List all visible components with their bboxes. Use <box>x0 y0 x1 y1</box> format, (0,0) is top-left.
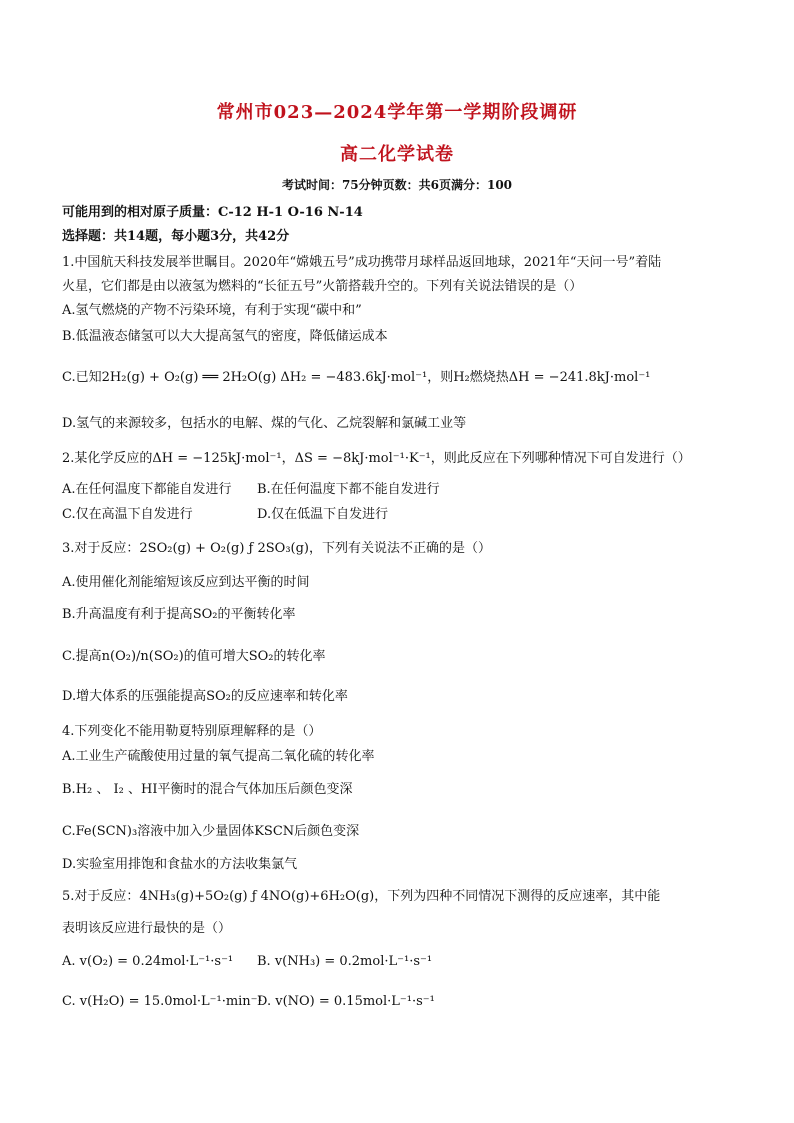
q5-option-d: D. v(NO) = 0.15mol·L⁻¹·s⁻¹ <box>257 994 435 1009</box>
q5-prefix: 5.对于反应： <box>62 889 140 904</box>
q3-option-c <box>62 645 742 664</box>
q3-d-post: 的反应速率和转化率 <box>230 689 348 704</box>
q3-suffix: ，下列有关说法不正确的是（） <box>309 541 492 556</box>
exam-info: 考试时间：75分钟页数：共6页满分：100 <box>281 178 513 192</box>
q5-options-ab <box>62 954 742 969</box>
q1-option-c <box>62 366 742 385</box>
q1-c-h2: H₂ <box>453 370 470 385</box>
q2-prefix: 2.某化学反应的 <box>62 451 153 466</box>
q3-b-so2: SO₂ <box>192 607 218 622</box>
q3-c-pre: C.提高 <box>62 649 102 664</box>
q3-option-b <box>62 603 742 622</box>
q3-c-mid: 的值可增大 <box>183 649 249 664</box>
q3-c-ratio: n(O₂)/n(SO₂) <box>101 649 184 664</box>
q3-b-post: 的平衡转化率 <box>217 607 296 622</box>
section-heading: 选择题：共14题，每小题3分，共42分 <box>62 229 290 244</box>
q5-equation: 4NH₃(g)+5O₂(g) ƒ 4NO(g)+6H₂O(g) <box>139 889 375 904</box>
q4-b-post: HI平衡时的混合气体加压后颜色变深 <box>140 782 353 797</box>
q1-option-d: D.氢气的来源较多，包括水的电解、煤的气化、乙烷裂解和氯碱工业等 <box>62 416 467 431</box>
q3-d-pre: D.增大体系的压强能提高 <box>62 689 207 704</box>
page-title: 常州市023—2024学年第一学期阶段调研 <box>216 102 578 123</box>
q1-option-b: B.低温液态储氢可以大大提高氢气的密度，降低储运成本 <box>62 329 388 344</box>
q4-c-molecule: Fe(SCN)₃ <box>75 824 138 839</box>
q1-c-mid2: 燃烧热 <box>469 370 509 385</box>
q4-b-pre: B. <box>62 782 76 797</box>
q5-stem-line-2: 表明该反应进行最快的是（） <box>62 921 232 936</box>
q1-option-a: A.氢气燃烧的产物不污染环境，有利于实现“碳中和” <box>62 303 362 318</box>
q1-c-prefix: C.已知 <box>62 370 102 385</box>
q2-options-ab <box>62 478 742 497</box>
q2-stem <box>62 447 742 466</box>
q4-option-b <box>62 778 742 797</box>
q4-c-pre: C. <box>62 824 76 839</box>
q5-options-cd <box>62 994 742 1009</box>
q5-option-c: C. v(H₂O) = 15.0mol·L⁻¹·min⁻¹ <box>62 994 263 1009</box>
q4-option-c <box>62 820 742 839</box>
q3-c-post: 的转化率 <box>273 649 326 664</box>
q1-c-enthalpy: ΔH = −241.8kJ·mol⁻¹ <box>508 370 651 385</box>
q2-sep: ， <box>281 451 295 466</box>
q5-option-b: B. v(NH₃) = 0.2mol·L⁻¹·s⁻¹ <box>257 954 433 969</box>
q3-c-so2: SO₂ <box>248 649 274 664</box>
atomic-masses: 可能用到的相对原子质量：C-12 H-1 O-16 N-14 <box>62 205 363 220</box>
q3-option-d <box>62 685 742 704</box>
q2-suffix: ，则此反应在下列哪种情况下可自发进行（） <box>430 451 691 466</box>
q2-entropy: ΔS = −8kJ·mol⁻¹·K⁻¹ <box>294 451 431 466</box>
q3-option-a: A.使用催化剂能缩短该反应到达平衡的时间 <box>62 575 310 590</box>
q5-option-a: A. v(O₂) = 0.24mol·L⁻¹·s⁻¹ <box>62 954 234 969</box>
q3-b-pre: B.升高温度有利于提高 <box>62 607 193 622</box>
q4-stem: 4.下列变化不能用勒夏特别原理解释的是（） <box>62 724 322 739</box>
q2-options-cd <box>62 503 742 522</box>
q5-stem-line-1 <box>62 885 742 904</box>
q2-enthalpy: ΔH = −125kJ·mol⁻¹ <box>152 451 282 466</box>
q1-stem-line-2: 火星，它们都是由以液氢为燃料的“长征五号”火箭搭载升空的。下列有关说法错误的是（） <box>62 279 583 294</box>
q3-d-so2: SO₂ <box>206 689 231 704</box>
q2-option-a: A.在任何温度下都能自发进行 <box>62 482 232 497</box>
q4-b-molecules: H₂ 、 I₂ 、 <box>75 782 141 797</box>
q2-option-c: C.仅在高温下自发进行 <box>62 507 193 522</box>
q4-option-d: D.实验室用排饱和食盐水的方法收集氯气 <box>62 857 298 872</box>
q1-c-equation: 2H₂(g) + O₂(g) ══ 2H₂O(g) ΔH₂ = −483.6kJ·mol⁻¹ <box>101 370 428 385</box>
q3-stem <box>62 537 742 556</box>
page-subtitle: 高二化学试卷 <box>340 144 454 165</box>
q5-suffix: ，下列为四种不同情况下测得的反应速率，其中能 <box>374 889 661 904</box>
q1-c-mid: ，则 <box>427 370 454 385</box>
q1-stem-line-1: 1.中国航天科技发展举世瞩目。2020年“嫦娥五号”成功携带月球样品返回地球，2021年“天问一号”着陆 <box>62 255 662 270</box>
q2-option-b: B.在任何温度下都不能自发进行 <box>257 482 440 497</box>
q2-option-d: D.仅在低温下自发进行 <box>257 507 389 522</box>
q3-equation: 2SO₂(g) + O₂(g) ƒ 2SO₃(g) <box>139 541 309 556</box>
q4-option-a: A.工业生产硫酸使用过量的氧气提高二氧化硫的转化率 <box>62 749 375 764</box>
q3-prefix: 3.对于反应： <box>62 541 140 556</box>
q4-c-post: 溶液中加入少量固体KSCN后颜色变深 <box>137 824 360 839</box>
